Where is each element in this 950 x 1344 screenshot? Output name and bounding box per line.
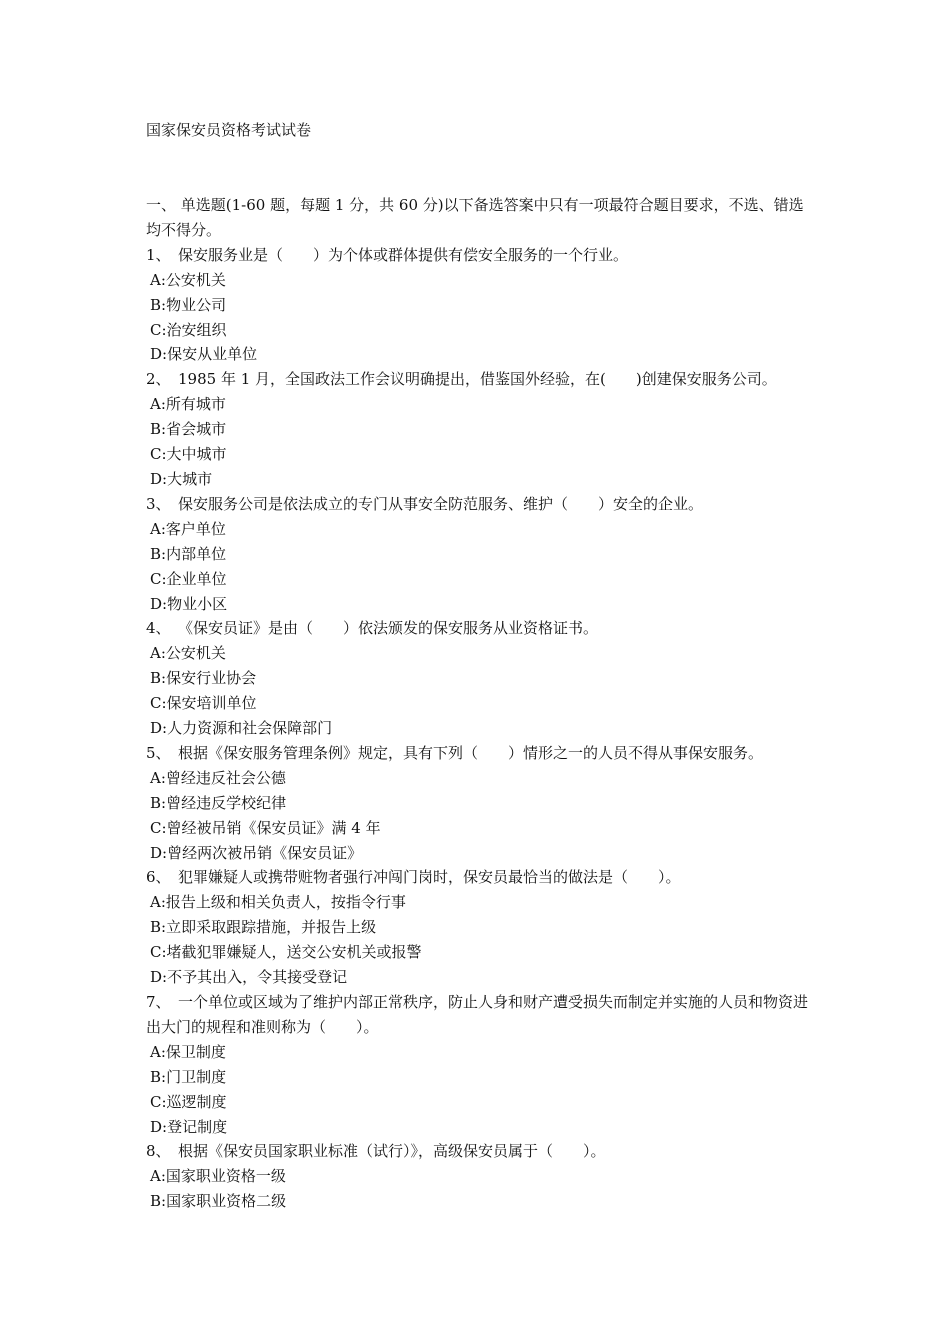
option-c: C:保安培训单位: [150, 694, 257, 713]
question-text: 保安服务公司是依法成立的专门从事安全防范服务、维护（ ）安全的企业。: [178, 494, 704, 513]
question-stem: [146, 990, 818, 1040]
option-a: A:公安机关: [150, 644, 226, 663]
question-stem: [146, 367, 818, 392]
question-number: 3、: [146, 494, 171, 513]
option-c: C:曾经被吊销《保安员证》满 4 年: [150, 818, 381, 837]
option-d: D:不予其出入，令其接受登记: [150, 968, 348, 987]
question-3: [146, 492, 818, 617]
question-stem: [146, 492, 818, 517]
question-number: 6、: [146, 868, 171, 887]
option-d: D:保安从业单位: [150, 345, 258, 364]
option-c: C:治安组织: [150, 320, 227, 339]
option-a: A:国家职业资格一级: [150, 1167, 286, 1186]
question-text: 保安服务业是（ ）为个体或群体提供有偿安全服务的一个行业。: [178, 245, 629, 264]
question-number: 2、: [146, 370, 171, 389]
option-b: B:保安行业协会: [150, 669, 257, 688]
question-text: 根据《保安员国家职业标准（试行）》，高级保安员属于（ ）。: [178, 1142, 606, 1161]
question-number: 8、: [146, 1142, 171, 1161]
option-b: B:省会城市: [150, 420, 227, 439]
option-d: D:物业小区: [150, 594, 228, 613]
option-a: A:曾经违反社会公德: [150, 768, 286, 787]
option-d: D:登记制度: [150, 1117, 228, 1136]
option-c: C:大中城市: [150, 445, 227, 464]
question-text: 一个单位或区域为了维护内部正常秩序，防止人身和财产遭受损失而制定并实施的人员和物资进出大门的规程和准则称为（ ）。: [146, 993, 809, 1036]
question-stem: [146, 616, 818, 641]
question-number: 7、: [146, 993, 171, 1011]
option-d: D:人力资源和社会保障部门: [150, 719, 333, 738]
question-stem: [146, 1139, 818, 1164]
option-b: B:国家职业资格二级: [150, 1192, 287, 1211]
question-1: [146, 243, 818, 368]
option-a: A:保卫制度: [150, 1042, 226, 1061]
question-2: [146, 367, 818, 492]
option-b: B:立即采取跟踪措施，并报告上级: [150, 918, 377, 937]
option-a: A:报告上级和相关负责人，按指令行事: [150, 893, 406, 912]
option-a: A:客户单位: [150, 519, 226, 538]
question-6: [146, 865, 818, 990]
question-number: 4、: [146, 619, 171, 638]
exam-body: [146, 193, 818, 1214]
option-b: B:门卫制度: [150, 1067, 227, 1086]
question-5: [146, 741, 818, 866]
option-c: C:企业单位: [150, 569, 227, 588]
question-text: 1985 年 1 月，全国政法工作会议明确提出，借鉴国外经验，在( )创建保安服务公司。: [178, 370, 777, 389]
option-c: C:堵截犯罪嫌疑人，送交公安机关或报警: [150, 943, 422, 962]
question-text: 根据《保安服务管理条例》规定，具有下列（ ）情形之一的人员不得从事保安服务。: [178, 743, 764, 762]
option-c: C:巡逻制度: [150, 1092, 227, 1111]
option-d: D:大城市: [150, 469, 213, 488]
question-text: 犯罪嫌疑人或携带赃物者强行冲闯门岗时，保安员最恰当的做法是（ ）。: [178, 868, 681, 887]
document-title: 国家保安员资格考试试卷: [146, 121, 312, 139]
question-number: 1、: [146, 245, 171, 264]
question-4: [146, 616, 818, 741]
option-d: D:曾经两次被吊销《保安员证》: [150, 843, 363, 862]
option-a: A:所有城市: [150, 395, 226, 414]
option-a: A:公安机关: [150, 270, 226, 289]
question-7: [146, 990, 818, 1139]
section-intro: 一、 单选题(1-60 题，每题 1 分，共 60 分)以下备选答案中只有一项最符合题目要求，不选、错选均不得分。: [146, 196, 804, 239]
question-stem: [146, 865, 818, 890]
option-b: B:内部单位: [150, 544, 227, 563]
question-text: 《保安员证》是由（ ）依法颁发的保安服务从业资格证书。: [178, 619, 599, 638]
question-stem: [146, 243, 818, 268]
option-b: B:曾经违反学校纪律: [150, 793, 287, 812]
option-b: B:物业公司: [150, 295, 227, 314]
question-stem: [146, 741, 818, 766]
question-number: 5、: [146, 743, 171, 762]
question-8: [146, 1139, 818, 1214]
